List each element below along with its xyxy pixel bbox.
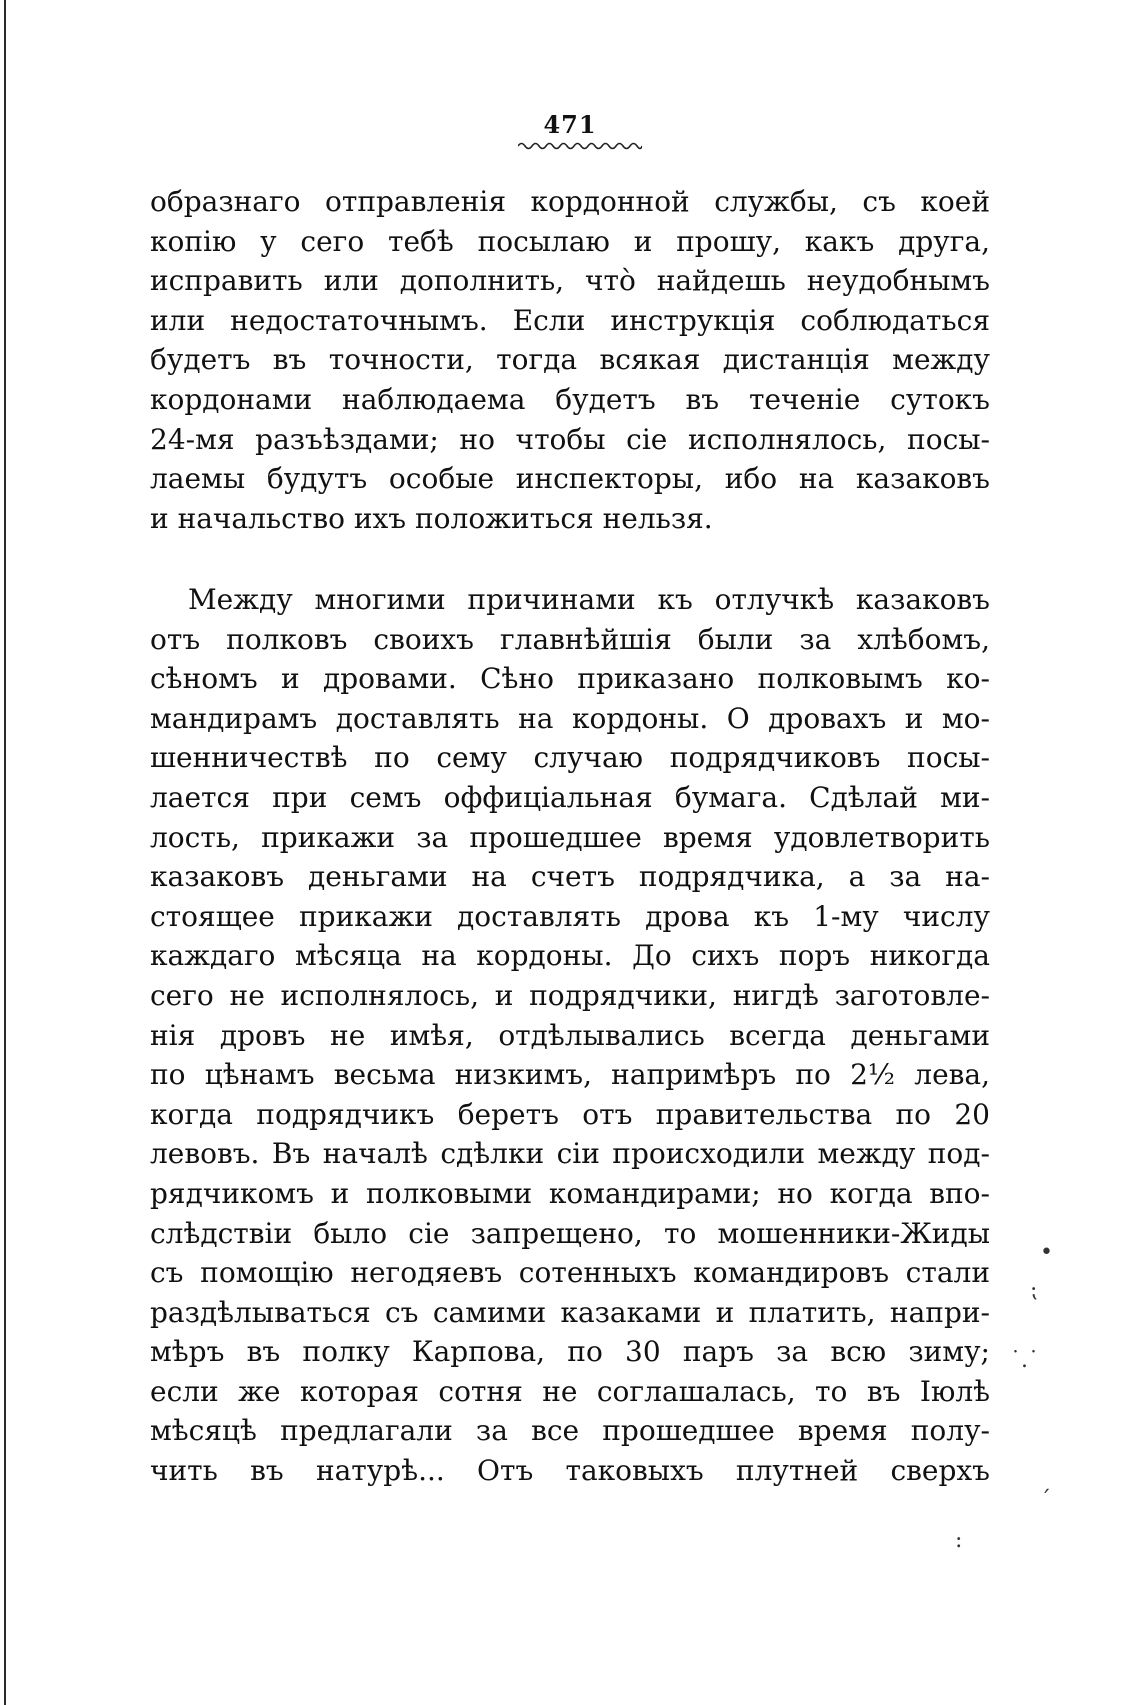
text-line: левовъ. Въ началѣ сдѣлки сіи происходили между под- [150, 1137, 990, 1171]
text-line: каждаго мѣсяца на кордоны. До сихъ поръ никогда [150, 939, 990, 973]
text-line: рядчикомъ и полковыми командирами; но когда впо- [150, 1176, 990, 1210]
margin-mark: : [955, 1528, 963, 1553]
text-line: чить въ натурѣ... Отъ таковыхъ плутней сверхъ [150, 1454, 990, 1488]
text-line: по цѣнамъ весьма низкимъ, напримѣръ по 2½ лева, [150, 1058, 990, 1092]
page-edge-line [4, 0, 6, 1705]
text-line: раздѣлываться съ самими казаками и платить, напри- [150, 1295, 990, 1329]
text-line: съ помощію негодяевъ сотенныхъ командировъ стали [150, 1256, 990, 1290]
text-line: Между многими причинами къ отлучкѣ казаковъ [188, 583, 990, 616]
page-number: 471 [543, 110, 597, 139]
text-line: когда подрядчикъ беретъ отъ правительства по 20 [150, 1097, 990, 1131]
text-line: исправить или дополнить, чтò найдешь неудобнымъ [150, 264, 990, 298]
text-line: будетъ въ точности, тогда всякая дистанція между [150, 343, 990, 377]
text-line: мѣръ въ полку Карпова, по 30 паръ за всю зиму; [150, 1335, 990, 1369]
paragraph-2 [150, 580, 990, 1491]
text-line: кордонами наблюдаема будетъ въ теченіе сутокъ [150, 382, 990, 416]
text-line: отъ полковъ своихъ главнѣйшія были за хлѣбомъ, [150, 622, 990, 656]
margin-mark: • [1040, 1240, 1053, 1265]
text-line: мѣсяцѣ предлагали за все прошедшее время полу- [150, 1414, 990, 1448]
text-line: сего не исполнялось, и подрядчики, нигдѣ заготовле- [150, 978, 990, 1012]
text-line: стоящее прикажи доставлять дрова къ 1-му числу [150, 899, 990, 933]
margin-mark: ˊ [1040, 1488, 1051, 1513]
text-line: лается при семъ оффиціальная бумага. Сдѣлай ми- [150, 780, 990, 814]
text-line: сѣномъ и дровами. Сѣно приказано полковымъ ко- [150, 662, 990, 696]
text-line: и начальство ихъ положиться нельзя. [150, 501, 713, 535]
text-line: нія дровъ не имѣя, отдѣлывались всегда деньгами [150, 1018, 990, 1052]
paragraph-1 [150, 182, 990, 538]
text-line: образнаго отправленія кордонной службы, съ коей [150, 185, 990, 218]
text-line: слѣдствіи было сіе запрещено, то мошенники-Жиды [150, 1216, 990, 1250]
text-line: 24-мя разъѣздами; но чтобы сіе исполнялось, посы- [150, 422, 990, 456]
text-line: копію у сего тебѣ посылаю и прошу, какъ друга, [150, 224, 990, 258]
margin-mark: ˙.˙ [1010, 1348, 1039, 1373]
page-number-ornament [518, 140, 642, 152]
margin-mark: ⁏ [1030, 1278, 1038, 1303]
text-line: лаемы будутъ особые инспекторы, ибо на казаковъ [150, 462, 990, 496]
text-line: лость, прикажи за прошедшее время удовлетворить [150, 820, 990, 854]
text-line: казаковъ деньгами на счетъ подрядчика, а за на- [150, 860, 990, 894]
text-line: шенничествѣ по сему случаю подрядчиковъ посы- [150, 741, 990, 775]
text-line: если же которая сотня не соглашалась, то въ Іюлѣ [150, 1374, 990, 1408]
text-line: мандирамъ доставлять на кордоны. О дровахъ и мо- [150, 701, 990, 735]
text-line: или недостаточнымъ. Если инструкція соблюдаться [150, 303, 990, 337]
